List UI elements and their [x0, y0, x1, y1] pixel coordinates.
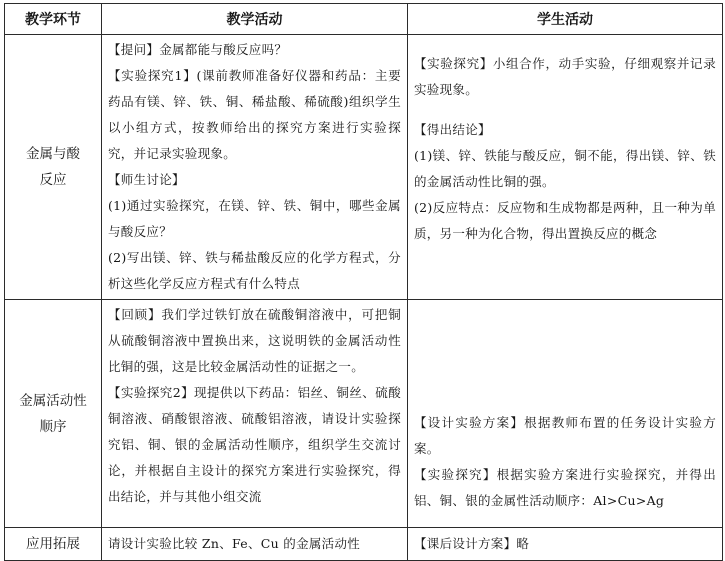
teacher-review: 【回顾】我们学过铁钉放在硫酸铜溶液中，可把铜从硫酸铜溶液中置换出来，这说明铁的金属活动性比铜的强，这是比较金属活动性的证据之一。: [108, 307, 401, 374]
table-row: [5, 528, 723, 561]
stage-cell: [5, 35, 102, 300]
student-experiment-2: 【实验探究】根据实验方案进行实验探究，并得出铝、铜、银的金属性活动顺序：Al>Cu>Ag: [414, 467, 716, 508]
student-activity-cell: [408, 300, 723, 528]
table-header-row: [5, 4, 723, 35]
header-stage: 教学环节: [5, 4, 102, 35]
student-conclusion-2: (2)反应特点：反应物和生成物都是两种，且一种为单质，另一种为化合物，得出置换反应的概念: [414, 200, 716, 241]
stage-cell: [5, 300, 102, 528]
stage-label: 顺序: [39, 418, 67, 435]
student-activity-cell: [408, 35, 723, 300]
teacher-experiment-2: 【实验探究2】现提供以下药品：铝丝、铜丝、硫酸铜溶液、硝酸银溶液、硫酸铝溶液，请设计实验探究铝、铜、银的金属活动性顺序，组织学生交流讨论，并根据自主设计的探究方案进行实验探究，得出结论，并与其他小组交流: [108, 385, 401, 504]
teacher-apply-task: 请设计实验比较 Zn、Fe、Cu 的金属活动性: [108, 536, 361, 551]
teacher-activity-cell: [102, 528, 408, 561]
header-student-activity: 学生活动: [408, 4, 723, 35]
teacher-experiment-1: 【实验探究1】(课前教师准备好仪器和药品：主要药品有镁、锌、铁、铜、稀盐酸、稀硫酸)组织学生以小组方式，按教师给出的探究方案进行实验探究，并记录实验现象。: [108, 68, 401, 161]
teacher-activity-cell: [102, 35, 408, 300]
header-teacher-activity: 教学活动: [102, 4, 408, 35]
stage-cell: 应用拓展: [5, 528, 102, 561]
teacher-activity-cell: [102, 300, 408, 528]
stage-label: 金属活动性: [19, 392, 87, 409]
student-conclusion-title: 【得出结论】: [414, 122, 491, 137]
student-design-plan: 【设计实验方案】根据教师布置的任务设计实验方案。: [414, 415, 716, 456]
table-row: [5, 35, 723, 300]
teacher-discussion-q2: (2)写出镁、锌、铁与稀盐酸反应的化学方程式，分析这些化学反应方程式有什么特点: [108, 250, 401, 291]
student-conclusion-1: (1)镁、锌、铁能与酸反应，铜不能，得出镁、锌、铁的金属活动性比铜的强。: [414, 148, 716, 189]
student-after-class: 【课后设计方案】略: [414, 536, 530, 551]
student-experiment: 【实验探究】小组合作，动手实验，仔细观察并记录实验现象。: [414, 56, 716, 97]
student-activity-cell: [408, 528, 723, 561]
teacher-question: 【提问】金属都能与酸反应吗？: [108, 42, 288, 57]
stage-label: 金属与酸: [26, 146, 80, 162]
stage-label: 反应: [39, 172, 67, 188]
lesson-plan-table: [4, 3, 723, 561]
table-row: [5, 300, 723, 528]
teacher-discussion-q1: (1)通过实验探究，在镁、锌、铁、铜中，哪些金属与酸反应？: [108, 198, 401, 239]
teacher-discussion-title: 【师生讨论】: [108, 172, 185, 187]
